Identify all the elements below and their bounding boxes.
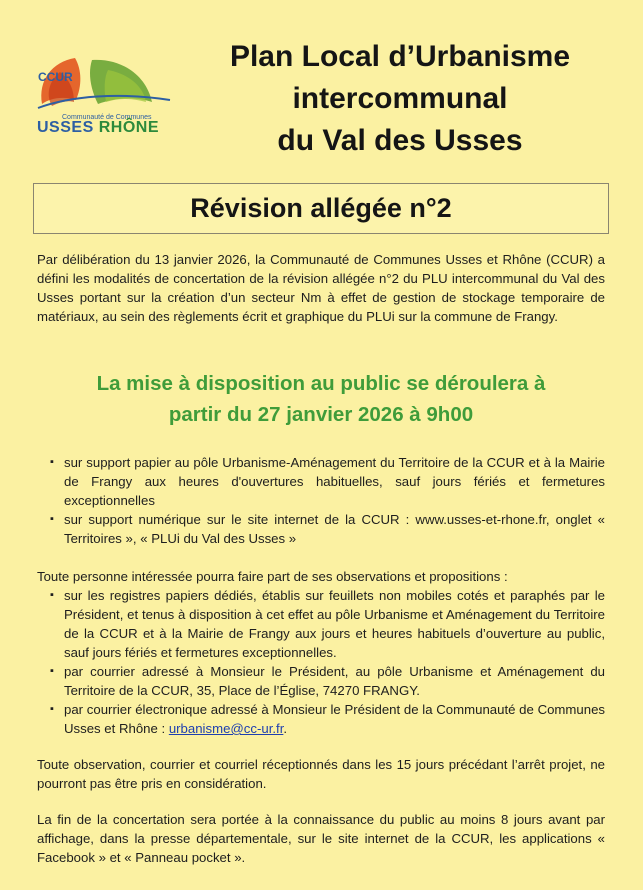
- logo-wordmark-rhone: RHÔNE: [98, 119, 159, 136]
- list-item-text: sur les registres papiers dédiés, établis sur feuillets non mobiles cotés et paraphés par le Président, et tenus à disposition à cet effet au pôle Urbanisme et Aménagement du Territoire de la CCUR et à la Mairie de Frangy aux jours et heures habituels d’ouverture au public, sauf jours fériés et fermetures exceptionnelles.: [64, 588, 605, 660]
- page-title: [190, 36, 610, 162]
- list-item: [50, 453, 605, 510]
- closing-paragraph: La fin de la concertation sera portée à la connaissance du public au moins 8 jours avant par affichage, dans la presse départementale, sur le site internet de la CCUR, les applications « Facebook » et « Panneau pocket ».: [37, 812, 605, 865]
- title-line-2: intercommunal: [292, 82, 508, 115]
- availability-list: [50, 453, 605, 548]
- highlight-announcement: [37, 368, 605, 430]
- highlight-line-1: La mise à disposition au public se déroulera à: [96, 372, 546, 395]
- email-item-end: .: [283, 721, 288, 736]
- bullet-icon: ▪: [50, 665, 54, 677]
- list-item-text: sur support numérique sur le site internet de la CCUR : www.usses-et-rhone.fr, onglet « Territoires », « PLUi du Val des Usses »: [64, 512, 605, 546]
- logo-name: CCUR: [38, 70, 73, 84]
- title-line-3: du Val des Usses: [277, 124, 523, 157]
- list-item-text: sur support papier au pôle Urbanisme-Aménagement du Territoire de la CCUR et à la Mairie de Frangy aux heures d'ouvertures habituelles, sauf jours fériés et fermetures exceptionnelles: [64, 455, 605, 508]
- logo-wordmark: [37, 119, 159, 137]
- revision-banner: Révision allégée n°2: [33, 183, 609, 234]
- list-item-text: par courrier électronique adressé à Monsieur le Président de la Communauté de Communes Usses et Rhône :: [64, 702, 605, 736]
- bullet-icon: ▪: [50, 513, 54, 525]
- bullet-icon: ▪: [50, 703, 54, 715]
- list-item: [50, 700, 605, 738]
- list-item: [50, 586, 605, 662]
- logo-subtitle: Communauté de Communes: [62, 114, 152, 121]
- bullet-icon: ▪: [50, 456, 54, 468]
- list-item-text: par courrier adressé à Monsieur le Président, au pôle Urbanisme et Aménagement du Territoire de la CCUR, 35, Place de l’Église, 74270 FRANGY.: [64, 664, 605, 698]
- logo-wordmark-usses: USSES: [37, 119, 94, 136]
- list-item: [50, 510, 605, 548]
- observations-list: [50, 586, 605, 738]
- notice-paragraph: Toute observation, courrier et courriel réceptionnés dans les 15 jours précédant l’arrêt projet, ne pourront pas être pris en considération.: [37, 757, 605, 791]
- email-link[interactable]: urbanisme@cc-ur.fr: [168, 721, 284, 736]
- list-item: [50, 662, 605, 700]
- observations-intro: Toute personne intéressée pourra faire part de ses observations et propositions :: [37, 569, 508, 584]
- bullet-icon: ▪: [50, 589, 54, 601]
- highlight-line-2: partir du 27 janvier 2026 à 9h00: [168, 403, 474, 426]
- title-line-1: Plan Local d’Urbanisme: [229, 40, 571, 73]
- intro-paragraph: Par délibération du 13 janvier 2026, la Communauté de Communes Usses et Rhône (CCUR) a défini les modalités de concertation de la révision allégée n°2 du PLU intercommunal du Val des Usses portant sur la création d’un secteur Nm à effet de gestion de stockage temporaire de matériaux, au sein des règlements écrit et graphique du PLUi sur la commune de Frangy.: [37, 252, 605, 324]
